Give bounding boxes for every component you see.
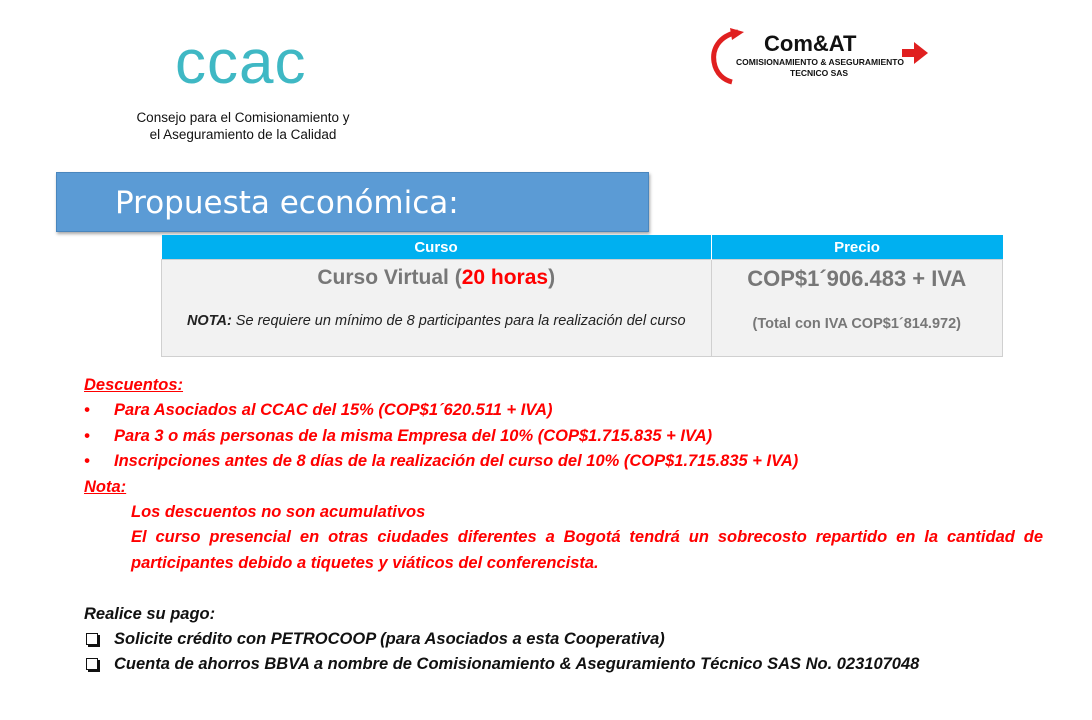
comat-subtitle-line2: TECNICO SAS <box>790 68 849 78</box>
nota-title: Nota: <box>84 478 127 496</box>
payment-item <box>84 652 1044 678</box>
comat-title: Com&AT <box>764 31 857 56</box>
course-cell <box>162 260 712 357</box>
discount-item-text: Para 3 o más personas de la misma Empresa del 10% (COP$1.715.835 + IVA) <box>114 427 713 445</box>
right-arrow-icon <box>914 42 928 64</box>
course-name-text: Curso Virtual ( <box>317 266 462 289</box>
course-note-label: NOTA: <box>186 313 232 329</box>
ccac-logo: ccac <box>175 28 307 97</box>
course-hours: 20 horas <box>461 266 549 289</box>
right-arrow-shaft <box>902 49 916 57</box>
payment-item <box>84 627 1044 653</box>
ccac-tagline <box>118 109 368 143</box>
bullet-icon: • <box>84 427 90 445</box>
table-row <box>162 260 1003 357</box>
bullet-icon: • <box>84 452 90 470</box>
discount-item-text: Inscripciones antes de 8 días de la realización del curso del 10% (COP$1.715.835 + IVA) <box>114 452 799 470</box>
discount-item <box>84 449 984 475</box>
ccac-tagline-line1: Consejo para el Comisionamiento y <box>136 110 350 125</box>
column-header-price: Precio <box>711 235 1003 260</box>
bullet-icon: • <box>84 401 90 419</box>
discount-item-text: Para Asociados al CCAC del 15% (COP$1´620.511 + IVA) <box>114 401 553 419</box>
discount-item <box>84 398 984 424</box>
payment-item-text: Solicite crédito con PETROCOOP (para Asociados a esta Cooperativa) <box>114 630 665 648</box>
course-note <box>162 312 711 330</box>
discounts-title: Descuentos: <box>84 376 184 394</box>
payment-item-text: Cuenta de ahorros BBVA a nombre de Comisionamiento & Aseguramiento Técnico SAS No. 023107048 <box>114 655 920 673</box>
course-name <box>162 266 711 290</box>
checkbox-icon <box>86 633 98 645</box>
nota-line-2: El curso presencial en otras ciudades diferentes a Bogotá tendrá un sobrecosto repartido en la cantidad de participantes debido a tiquetes y viáticos del conferencista. <box>131 528 1043 572</box>
comat-subtitle-line1: COMISIONAMIENTO & ASEGURAMIENTO <box>736 57 904 67</box>
section-header <box>56 172 649 232</box>
price-total: (Total con IVA COP$1´814.972) <box>752 316 961 332</box>
section-title: Propuesta económica: <box>115 185 459 221</box>
price-table <box>161 235 1003 357</box>
table-header-row <box>162 235 1003 260</box>
payment-title: Realice su pago: <box>84 605 216 623</box>
course-name-close: ) <box>548 266 556 289</box>
column-header-course: Curso <box>162 235 712 260</box>
curved-arrow-icon <box>714 32 738 82</box>
course-note-text: Se requiere un mínimo de 8 participantes para la realización del curso <box>231 313 686 329</box>
checkbox-icon <box>86 658 98 670</box>
discount-item <box>84 424 984 450</box>
price-main: COP$1´906.483 + IVA <box>747 266 967 291</box>
price-cell <box>711 260 1003 357</box>
ccac-tagline-line2: el Aseguramiento de la Calidad <box>149 127 337 142</box>
nota-line-1: Los descuentos no son acumulativos <box>131 503 426 521</box>
